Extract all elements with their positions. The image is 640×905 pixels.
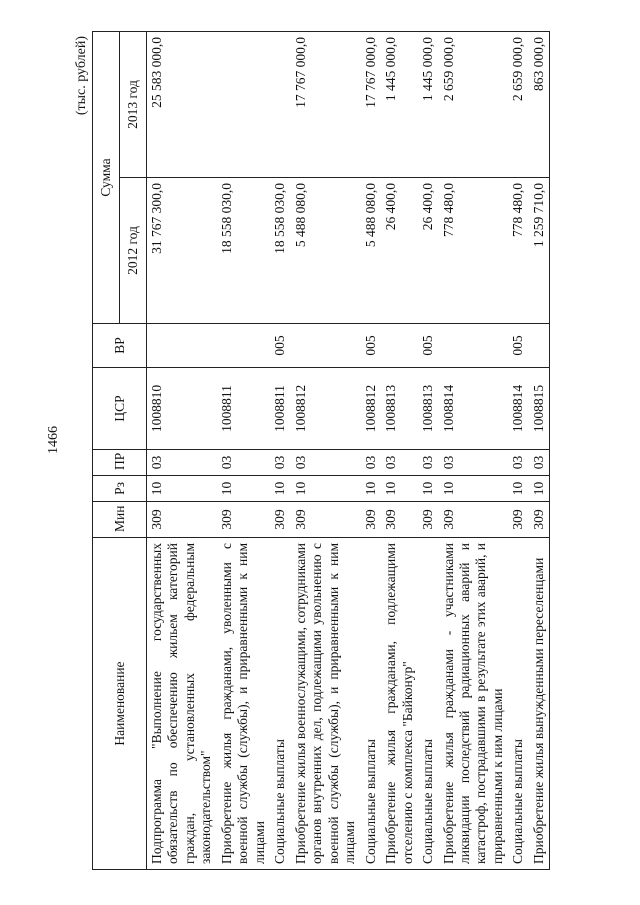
- cell-min: 309: [291, 502, 361, 538]
- cell-2013: 863 000,0: [529, 31, 550, 177]
- cell-name: Приобретение жилья военнослужащими, сотрудниками органов внутренних дел, подлежащими увольнению с военной службы (службы), и приравненными к ним лицами: [291, 538, 361, 870]
- cell-vr: [217, 324, 270, 368]
- cell-csr: 1008812: [361, 368, 381, 450]
- header-2012: 2012 год: [120, 178, 147, 324]
- cell-vr: [439, 324, 509, 368]
- rotated-table-area: [70, 30, 570, 870]
- cell-pr: 03: [361, 450, 381, 476]
- cell-vr: [291, 324, 361, 368]
- cell-2012: 5 488 080,0: [361, 178, 381, 324]
- table-row: [291, 31, 361, 869]
- cell-vr: 005: [270, 324, 290, 368]
- header-rz: Рз: [93, 476, 147, 502]
- cell-name: Подпрограмма "Выполнение государственных обязательств по обеспечению жильем категорий граждан, установленных федеральным законодательством": [147, 538, 217, 870]
- cell-2012: 26 400,0: [381, 178, 418, 324]
- table-row: [270, 31, 290, 869]
- table-row: [439, 31, 509, 869]
- table-row: [418, 31, 438, 869]
- cell-rz: 10: [439, 476, 509, 502]
- cell-2012: 778 480,0: [508, 178, 528, 324]
- cell-min: 309: [418, 502, 438, 538]
- budget-table: [92, 31, 550, 870]
- cell-vr: [147, 324, 217, 368]
- cell-rz: 10: [529, 476, 550, 502]
- cell-2013: 2 659 000,0: [508, 31, 528, 177]
- cell-csr: 1008815: [529, 368, 550, 450]
- header-min: Мин: [93, 502, 147, 538]
- cell-vr: [381, 324, 418, 368]
- table-body: [147, 31, 550, 869]
- cell-name: Социальные выплаты: [508, 538, 528, 870]
- cell-name: Приобретение жилья гражданами - участниками ликвидации последствий радиационных аварий и катастроф, пострадавшими в результате этих аварий, и приравненными к ним лицами: [439, 538, 509, 870]
- table-row: [529, 31, 550, 869]
- cell-rz: 10: [381, 476, 418, 502]
- cell-csr: 1008812: [291, 368, 361, 450]
- cell-name: Социальные выплаты: [361, 538, 381, 870]
- cell-min: 309: [361, 502, 381, 538]
- cell-2013: 2 659 000,0: [439, 31, 509, 177]
- cell-name: Социальные выплаты: [418, 538, 438, 870]
- cell-min: 309: [508, 502, 528, 538]
- cell-rz: 10: [147, 476, 217, 502]
- cell-2012: 26 400,0: [418, 178, 438, 324]
- cell-csr: 1008814: [439, 368, 509, 450]
- cell-pr: 03: [291, 450, 361, 476]
- header-sum: Сумма: [93, 31, 120, 323]
- cell-2012: 1 259 710,0: [529, 178, 550, 324]
- header-name: Наименование: [93, 538, 147, 870]
- page-number: 1466: [46, 426, 61, 454]
- cell-rz: 10: [361, 476, 381, 502]
- cell-min: 309: [439, 502, 509, 538]
- cell-pr: 03: [418, 450, 438, 476]
- cell-pr: 03: [508, 450, 528, 476]
- cell-vr: 005: [361, 324, 381, 368]
- cell-pr: 03: [381, 450, 418, 476]
- cell-csr: 1008813: [418, 368, 438, 450]
- cell-csr: 1008811: [217, 368, 270, 450]
- cell-2013: 17 767 000,0: [291, 31, 361, 177]
- header-csr: ЦСР: [93, 368, 147, 450]
- cell-min: 309: [381, 502, 418, 538]
- cell-2013: 1 445 000,0: [381, 31, 418, 177]
- table-row: [508, 31, 528, 869]
- cell-min: 309: [217, 502, 270, 538]
- cell-pr: 03: [439, 450, 509, 476]
- cell-2012: 31 767 300,0: [147, 178, 217, 324]
- cell-2013: [217, 31, 270, 177]
- cell-2013: 1 445 000,0: [418, 31, 438, 177]
- unit-note: (тыс. рублей): [74, 36, 89, 116]
- cell-2012: 778 480,0: [439, 178, 509, 324]
- cell-2013: [270, 31, 290, 177]
- header-2013: 2013 год: [120, 31, 147, 177]
- table-row: [361, 31, 381, 869]
- header-vr: ВР: [93, 324, 147, 368]
- cell-csr: 1008814: [508, 368, 528, 450]
- cell-csr: 1008810: [147, 368, 217, 450]
- cell-csr: 1008813: [381, 368, 418, 450]
- cell-name: Приобретение жилья вынужденными переселенцами: [529, 538, 550, 870]
- cell-rz: 10: [418, 476, 438, 502]
- cell-vr: [529, 324, 550, 368]
- cell-name: Социальные выплаты: [270, 538, 290, 870]
- header-pr: ПР: [93, 450, 147, 476]
- cell-rz: 10: [270, 476, 290, 502]
- cell-min: 309: [270, 502, 290, 538]
- table-row: [381, 31, 418, 869]
- table-row: [147, 31, 217, 869]
- cell-vr: 005: [418, 324, 438, 368]
- cell-rz: 10: [291, 476, 361, 502]
- cell-pr: 03: [217, 450, 270, 476]
- cell-2012: 18 558 030,0: [270, 178, 290, 324]
- cell-name: Приобретение жилья гражданами, подлежащими отселению с комплекса "Байконур": [381, 538, 418, 870]
- cell-2013: 17 767 000,0: [361, 31, 381, 177]
- cell-name: Приобретение жилья гражданами, уволенными с военной службы (службы), и приравненными к ним лицами: [217, 538, 270, 870]
- cell-2013: 25 583 000,0: [147, 31, 217, 177]
- cell-2012: 18 558 030,0: [217, 178, 270, 324]
- cell-min: 309: [147, 502, 217, 538]
- cell-rz: 10: [508, 476, 528, 502]
- cell-rz: 10: [217, 476, 270, 502]
- cell-pr: 03: [529, 450, 550, 476]
- cell-csr: 1008811: [270, 368, 290, 450]
- cell-pr: 03: [147, 450, 217, 476]
- cell-2012: 5 488 080,0: [291, 178, 361, 324]
- cell-pr: 03: [270, 450, 290, 476]
- cell-vr: 005: [508, 324, 528, 368]
- cell-min: 309: [529, 502, 550, 538]
- table-row: [217, 31, 270, 869]
